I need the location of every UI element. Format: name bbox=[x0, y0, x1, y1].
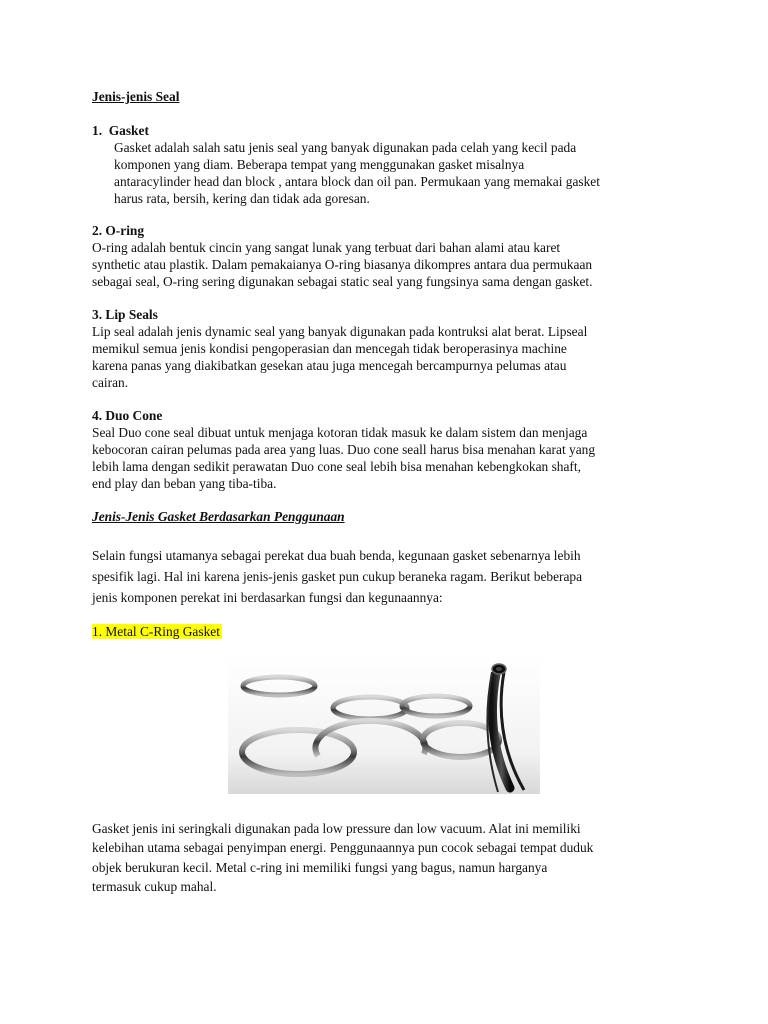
highlight-item-block bbox=[92, 624, 692, 641]
highlighted-heading: 1. Metal C-Ring Gasket bbox=[92, 624, 220, 639]
intro-line: spesifik lagi. Hal ini karena jenis-jenis gasket pun cukup beraneka ragam. Berikut beberapa bbox=[92, 569, 583, 584]
item-line: lebih lama dengan sedikit perawatan Duo cone seal lebih bisa menahan kebengkokan shaft, bbox=[92, 458, 581, 474]
closing-line: Gasket jenis ini seringkali digunakan pada low pressure dan low vacuum. Alat ini memiliki bbox=[92, 821, 581, 836]
closing-paragraph bbox=[92, 819, 692, 896]
metal-c-ring-photo bbox=[228, 656, 540, 794]
intro-line: Selain fungsi utamanya sebagai perekat dua buah benda, kegunaan gasket sebenarnya lebih bbox=[92, 548, 581, 563]
item-o-ring bbox=[92, 223, 692, 291]
item-line: synthetic atau plastik. Dalam pemakaianya O-ring biasanya dikompres antara dua permukaan bbox=[92, 256, 593, 272]
page-title: Jenis-jenis Seal bbox=[92, 89, 180, 104]
item-gasket bbox=[92, 123, 692, 208]
doc-title-block bbox=[92, 89, 692, 106]
item-line: Gasket adalah salah satu jenis seal yang banyak digunakan pada celah yang kecil pada bbox=[114, 139, 577, 155]
item-heading: 4. Duo Cone bbox=[92, 408, 163, 423]
intro-line: jenis komponen perekat ini berdasarkan fungsi dan kegunaannya: bbox=[92, 590, 443, 605]
item-line: sebagai seal, O-ring sering digunakan sebagai static seal yang fungsinya sama dengan gasket. bbox=[92, 273, 593, 289]
item-line: memikul semua jenis kondisi pengoperasian dan mencegah tidak beroperasinya machine bbox=[92, 340, 567, 356]
closing-line: kelebihan utama sebagai penyimpan energi. Penggunaannya pun cocok sebagai tempat duduk bbox=[92, 840, 594, 856]
item-lip-seals bbox=[92, 307, 692, 392]
item-line: kebocoran cairan pelumas pada area yang luas. Duo cone seall harus bisa menahan karat yang bbox=[92, 441, 596, 457]
item-line: cairan. bbox=[92, 374, 129, 390]
section2-title-block bbox=[92, 509, 692, 526]
item-line: komponen yang diam. Beberapa tempat yang menggunakan gasket misalnya bbox=[114, 156, 525, 172]
item-heading: 3. Lip Seals bbox=[92, 307, 158, 322]
item-line: harus rata, bersih, kering dan tidak ada goresan. bbox=[114, 190, 370, 206]
section2-intro bbox=[92, 545, 692, 608]
item-line: end play dan beban yang tiba-tiba. bbox=[92, 475, 277, 491]
section-title: Jenis-Jenis Gasket Berdasarkan Penggunaan bbox=[92, 509, 345, 524]
item-line: O-ring adalah bentuk cincin yang sangat lunak yang terbuat dari bahan alami atau karet bbox=[92, 239, 561, 255]
item-line: Seal Duo cone seal dibuat untuk menjaga kotoran tidak masuk ke dalam sistem dan menjaga bbox=[92, 424, 588, 440]
item-heading: 2. O-ring bbox=[92, 223, 145, 238]
item-duo-cone bbox=[92, 408, 692, 493]
closing-line: termasuk cukup mahal. bbox=[92, 878, 217, 894]
item-line: antaracylinder head dan block , antara block dan oil pan. Permukaan yang memakai gasket bbox=[114, 173, 600, 189]
closing-line: objek berukuran kecil. Metal c-ring ini memiliki fungsi yang bagus, namun harganya bbox=[92, 859, 548, 875]
item-line: karena panas yang diakibatkan gesekan atau juga mencegah bercampurnya pelumas atau bbox=[92, 357, 567, 373]
item-heading: 1. Gasket bbox=[92, 123, 149, 138]
item-line: Lip seal adalah jenis dynamic seal yang banyak digunakan pada kontruksi alat berat. Lipseal bbox=[92, 323, 588, 339]
